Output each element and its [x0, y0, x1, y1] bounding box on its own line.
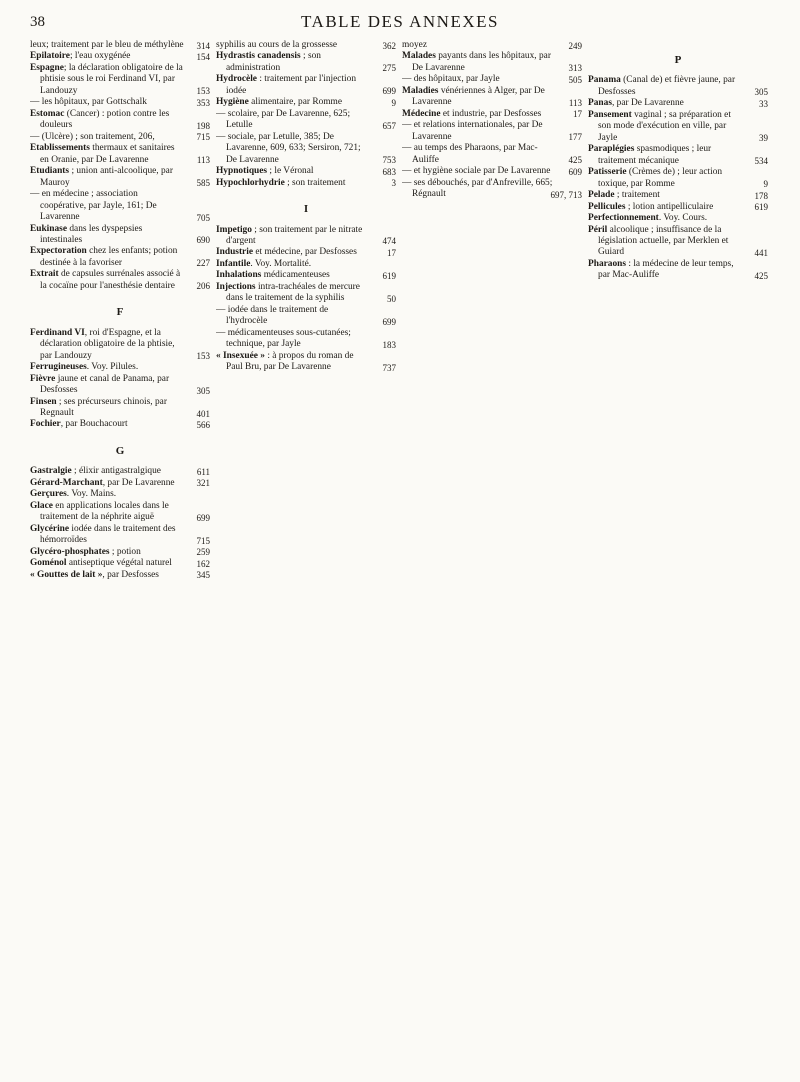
- entry-text: spasmodiques ; leur traitement mécanique: [598, 144, 712, 166]
- entry-text: . Voy. Pilules.: [86, 362, 139, 373]
- index-entry: [30, 143, 210, 166]
- entry-term: Glycéro-phosphates: [30, 546, 110, 557]
- entry-term: Glace: [30, 500, 53, 511]
- entry-page-ref: 345: [196, 570, 210, 581]
- entry-page-ref: 619: [382, 270, 396, 281]
- index-entry: [588, 98, 768, 109]
- index-entry: [588, 213, 768, 224]
- entry-term: Hypnotiques: [216, 166, 268, 177]
- index-entry: [216, 259, 396, 270]
- entry-term: Ferrugineuses: [30, 362, 87, 373]
- entry-text: — ses débouchés, par d'Anfreville, 665; Régnault: [402, 177, 553, 200]
- entry-page-ref: 474: [382, 236, 396, 247]
- index-entry: [30, 166, 210, 189]
- index-column: [588, 40, 768, 1075]
- index-entry: [402, 143, 582, 166]
- entry-term: Infantile: [216, 258, 251, 269]
- entry-page-ref: 697, 713: [550, 189, 582, 200]
- entry-term: Panama: [588, 75, 621, 86]
- entry-text: — les hôpitaux, par Gottschalk: [30, 97, 147, 108]
- page-header: [30, 12, 770, 36]
- index-column: [402, 40, 582, 1075]
- entry-text: vénériennes à Alger, par De Lavarenne: [412, 85, 545, 108]
- index-entry: [216, 51, 396, 74]
- entry-text: — médicamenteuses sous-cutanées; technique, par Jayle: [216, 327, 351, 350]
- entry-text: , par Bouchacourt: [60, 419, 128, 430]
- entry-page-ref: 275: [382, 63, 396, 74]
- entry-page-ref: 362: [382, 40, 396, 51]
- entry-page-ref: 39: [759, 133, 768, 144]
- entry-page-ref: 699: [196, 512, 210, 523]
- index-column: [30, 40, 210, 1075]
- entry-term: Injections: [216, 281, 256, 292]
- entry-term: Inhalations: [216, 270, 262, 281]
- entry-term: Expectoration: [30, 246, 87, 257]
- entry-text: ; ses précurseurs chinois, par Regnault: [40, 396, 167, 418]
- index-entry: [30, 419, 210, 430]
- entry-page-ref: 153: [196, 351, 210, 362]
- entry-page-ref: 353: [196, 97, 210, 108]
- index-columns: [30, 40, 772, 1075]
- entry-text: et industrie, par Desfosses: [440, 108, 542, 119]
- entry-text: ; la déclaration obligatoire de la phtisie sous le roi Ferdinand VI, par Landouzy: [40, 62, 183, 96]
- entry-page-ref: 183: [382, 339, 396, 350]
- section-letter: I: [303, 203, 309, 216]
- index-entry: [588, 110, 768, 144]
- entry-page-ref: 699: [382, 86, 396, 97]
- entry-text: — scolaire, par De Lavarenne, 625; Letulle: [216, 108, 351, 131]
- entry-text: dans les dyspepsies intestinales: [40, 223, 143, 245]
- index-entry: [30, 374, 210, 397]
- index-entry: [216, 225, 396, 248]
- entry-term: Pellicules: [588, 201, 626, 212]
- entry-page-ref: 154: [196, 51, 210, 62]
- index-entry: [588, 225, 768, 259]
- entry-page-ref: 566: [196, 419, 210, 430]
- entry-term: Péril: [588, 224, 608, 235]
- entry-text: ; potion: [109, 546, 141, 557]
- entry-page-ref: 198: [196, 120, 210, 131]
- entry-term: Pharaons: [588, 258, 627, 269]
- entry-term: Hydrastis canadensis: [216, 51, 301, 62]
- entry-text: ; union anti-alcoolique, par Mauroy: [40, 166, 173, 188]
- entry-page-ref: 17: [387, 247, 396, 258]
- entry-page-ref: 3: [391, 178, 396, 189]
- index-entry: [30, 466, 210, 477]
- entry-page-ref: 9: [763, 179, 768, 190]
- entry-term: Hydrocèle: [216, 74, 257, 85]
- index-entry: [30, 224, 210, 247]
- entry-text: médicamenteuses: [261, 270, 330, 281]
- entry-text: de capsules surrénales associé à la cocaïne pour l'anesthésie dentaire: [40, 269, 181, 291]
- entry-page-ref: 609: [568, 166, 582, 177]
- entry-text: . Voy. Mortalité.: [250, 258, 312, 269]
- index-entry: [402, 86, 582, 109]
- entry-text: alcoolique ; insuffisance de la législation actuelle, par Merklen et Guiard: [598, 224, 729, 258]
- entry-term: Hygiène: [216, 97, 249, 108]
- section-letter: F: [116, 306, 124, 319]
- index-entry: [30, 63, 210, 97]
- entry-page-ref: 177: [568, 132, 582, 143]
- entry-page-ref: 113: [568, 97, 582, 108]
- index-column: [216, 40, 396, 1075]
- entry-text: iodée dans le traitement des hémorroïdes: [40, 523, 176, 546]
- entry-term: Ferdinand VI: [30, 327, 85, 338]
- entry-term: Impetigo: [216, 224, 252, 235]
- entry-page-ref: 619: [754, 202, 768, 213]
- index-entry: [30, 524, 210, 547]
- index-entry: [216, 178, 396, 189]
- entry-term: Panas: [588, 98, 612, 109]
- index-entry: [30, 328, 210, 362]
- entry-term: Gérard-Marchant: [30, 477, 103, 488]
- entry-text: et médecine, par Desfosses: [253, 247, 357, 258]
- entry-text: — des hôpitaux, par Jayle: [402, 74, 500, 85]
- index-entry: [588, 202, 768, 213]
- entry-text: antiseptique végétal naturel: [66, 558, 172, 569]
- entry-page-ref: 50: [387, 293, 396, 304]
- index-entry: [588, 167, 768, 190]
- entry-page-ref: 534: [754, 156, 768, 167]
- entry-text: (Cancer) : potion contre les douleurs: [40, 108, 170, 131]
- entry-term: Gastralgie: [30, 466, 72, 477]
- entry-term: Maladies: [402, 85, 439, 96]
- entry-term: Perfectionnement: [588, 213, 659, 224]
- index-entry: [588, 75, 768, 98]
- index-entry: [216, 328, 396, 351]
- index-entry: [216, 247, 396, 258]
- entry-term: Fièvre: [30, 373, 56, 384]
- index-entry: [30, 570, 210, 581]
- entry-text: ; traitement: [614, 190, 660, 201]
- entry-term: Eukinase: [30, 223, 67, 234]
- index-entry: [30, 547, 210, 558]
- entry-term: Epilatoire: [30, 51, 70, 62]
- index-entry: [30, 558, 210, 569]
- entry-term: Etablissements: [30, 143, 90, 154]
- entry-text: ; lotion antipelliculaire: [625, 201, 714, 212]
- entry-text: . Voy. Cours.: [658, 213, 708, 224]
- entry-page-ref: 153: [196, 86, 210, 97]
- entry-page-ref: 305: [196, 385, 210, 396]
- index-entry: [216, 74, 396, 97]
- entry-page-ref: 683: [382, 166, 396, 177]
- entry-term: Pansement: [588, 109, 632, 120]
- entry-page-ref: 611: [196, 466, 210, 477]
- entry-term: Paraplégies: [588, 144, 635, 155]
- entry-term: Gerçures: [30, 489, 67, 500]
- index-entry: [402, 120, 582, 143]
- entry-page-ref: 113: [196, 155, 210, 166]
- entry-page-ref: 425: [754, 270, 768, 281]
- entry-page-ref: 401: [196, 408, 210, 419]
- entry-text: , par De Lavarenne: [611, 98, 684, 109]
- entry-page-ref: 715: [196, 535, 210, 546]
- index-entry: [30, 397, 210, 420]
- index-entry: [588, 190, 768, 201]
- entry-text: thermaux et sanitaires en Oranie, par De Lavarenne: [40, 143, 175, 165]
- section-letter: P: [674, 54, 682, 66]
- index-entry: [30, 40, 210, 51]
- entry-text: ; son traitement: [284, 177, 346, 188]
- entry-text: chez les enfants; potion destinée à la favoriser: [40, 246, 178, 268]
- entry-term: Pelade: [588, 190, 615, 201]
- entry-page-ref: 585: [196, 178, 210, 189]
- entry-page-ref: 206: [196, 281, 210, 292]
- entry-page-ref: 737: [382, 362, 396, 373]
- entry-term: Finsen: [30, 396, 57, 407]
- entry-page-ref: 753: [382, 155, 396, 166]
- index-entry: [216, 166, 396, 177]
- section-letter: G: [115, 444, 125, 457]
- entry-text: — au temps des Pharaons, par Mac-Auliffe: [402, 143, 538, 165]
- running-title: TABLE DES ANNEXES: [301, 12, 499, 31]
- entry-text: : à propos du roman de Paul Bru, par De Lavarenne: [226, 350, 354, 373]
- entry-page-ref: 715: [196, 132, 210, 143]
- index-entry: [30, 189, 210, 223]
- entry-page-ref: 17: [573, 109, 582, 120]
- entry-text: , par Desfosses: [102, 569, 159, 580]
- entry-page-ref: 9: [391, 97, 396, 108]
- index-entry: [216, 351, 396, 374]
- entry-page-ref: 33: [759, 98, 768, 109]
- index-entry: [30, 269, 210, 292]
- entry-term: Espagne: [30, 62, 64, 73]
- index-entry: [216, 305, 396, 328]
- entry-page-ref: 441: [754, 247, 768, 258]
- index-entry: [588, 259, 768, 282]
- entry-term: Patisserie: [588, 167, 627, 178]
- index-entry: [30, 489, 210, 500]
- entry-text: — et hygiène sociale par De Lavarenne: [402, 166, 551, 177]
- index-entry: [30, 362, 210, 373]
- entry-term: « Gouttes de lait »: [30, 569, 103, 580]
- index-entry: [216, 97, 396, 108]
- index-entry: [216, 40, 396, 51]
- index-entry: [30, 478, 210, 489]
- entry-text: , roi d'Espagne, et la déclaration obligatoire de la phtisie, par Landouzy: [40, 327, 175, 361]
- entry-text: ; son traitement par le nitrate d'argent: [226, 224, 363, 246]
- entry-term: Estomac: [30, 108, 65, 119]
- entry-page-ref: 425: [568, 155, 582, 166]
- index-entry: [30, 501, 210, 524]
- index-entry: [30, 97, 210, 108]
- entry-page-ref: 699: [382, 316, 396, 327]
- index-entry: [216, 109, 396, 132]
- entry-text: payants dans les hôpitaux, par De Lavarenne: [412, 51, 551, 73]
- entry-term: « Insexuée »: [216, 350, 265, 361]
- entry-text: — iodée dans le traitement de l'hydrocèle: [216, 304, 329, 327]
- entry-term: Fochier: [30, 419, 61, 430]
- entry-text: (Crèmes de) ; leur action toxique, par Romme: [598, 167, 723, 189]
- index-entry: [216, 132, 396, 166]
- index-entry: [588, 144, 768, 167]
- entry-text: — en médecine ; association coopérative, par Jayle, 161; De Lavarenne: [30, 189, 157, 223]
- entry-text: — sociale, par Letulle, 385; De Lavarenne, 609, 633; Sersiron, 721; De Lavarenne: [216, 131, 361, 165]
- entry-page-ref: 227: [196, 258, 210, 269]
- entry-text: moyez: [402, 40, 427, 50]
- entry-page-ref: 249: [568, 40, 582, 51]
- entry-term: Hypochlorhydrie: [216, 177, 285, 188]
- entry-page-ref: 162: [196, 558, 210, 569]
- entry-page-ref: 305: [754, 87, 768, 98]
- entry-page-ref: 705: [196, 212, 210, 223]
- entry-text: : la médecine de leur temps, par Mac-Auliffe: [598, 258, 734, 281]
- entry-term: Glycérine: [30, 523, 70, 534]
- index-entry: [402, 40, 582, 51]
- entry-text: ; élixir antigastralgique: [71, 466, 161, 477]
- entry-page-ref: 657: [382, 120, 396, 131]
- entry-page-ref: 313: [568, 63, 582, 74]
- index-entry: [402, 51, 582, 74]
- page-number: 38: [30, 14, 45, 30]
- entry-page-ref: 690: [196, 235, 210, 246]
- entry-page-ref: 314: [196, 40, 210, 51]
- entry-text: (Canal de) et fièvre jaune, par Desfosses: [598, 75, 736, 97]
- index-entry: [216, 270, 396, 281]
- entry-term: Etudiants: [30, 166, 70, 177]
- entry-text: ; son administration: [226, 51, 321, 73]
- entry-text: , par De Lavarenne: [102, 477, 175, 488]
- index-entry: [216, 282, 396, 305]
- entry-page-ref: 321: [196, 478, 210, 489]
- entry-text: ; l'eau oxygénée: [69, 51, 131, 62]
- entry-text: ; le Véronal: [267, 166, 314, 177]
- entry-text: vaginal ; sa préparation et son mode d'exécution en ville, par Jayle: [598, 109, 731, 143]
- entry-text: en applications locales dans le traitement de la néphrite aiguë: [40, 500, 169, 523]
- index-entry: [402, 178, 582, 201]
- entry-text: jaune et canal de Panama, par Desfosses: [40, 373, 170, 396]
- entry-text: leux; traitement par le bleu de méthylène: [30, 40, 184, 50]
- index-entry: [402, 166, 582, 177]
- entry-text: : traitement par l'injection iodée: [226, 74, 357, 96]
- entry-text: — et relations internationales, par De Lavarenne: [402, 120, 543, 142]
- entry-term: Industrie: [216, 247, 253, 258]
- entry-page-ref: 505: [568, 74, 582, 85]
- entry-text: intra-trachéales de mercure dans le traitement de la syphilis: [226, 281, 360, 304]
- index-entry: [30, 246, 210, 269]
- entry-text: — (Ulcère) ; son traitement, 206,: [30, 131, 155, 142]
- index-entry: [402, 109, 582, 120]
- index-entry: [402, 74, 582, 85]
- entry-text: alimentaire, par Romme: [248, 97, 343, 108]
- index-entry: [30, 109, 210, 132]
- entry-text: syphilis au cours de la grossesse: [216, 40, 338, 50]
- entry-page-ref: 259: [196, 547, 210, 558]
- entry-page-ref: 178: [754, 190, 768, 201]
- entry-term: Extrait: [30, 269, 59, 280]
- entry-term: Goménol: [30, 558, 67, 569]
- index-entry: [30, 51, 210, 62]
- index-entry: [30, 132, 210, 143]
- entry-term: Malades: [402, 51, 436, 62]
- entry-term: Médecine: [402, 108, 441, 119]
- entry-text: . Voy. Mains.: [66, 489, 117, 500]
